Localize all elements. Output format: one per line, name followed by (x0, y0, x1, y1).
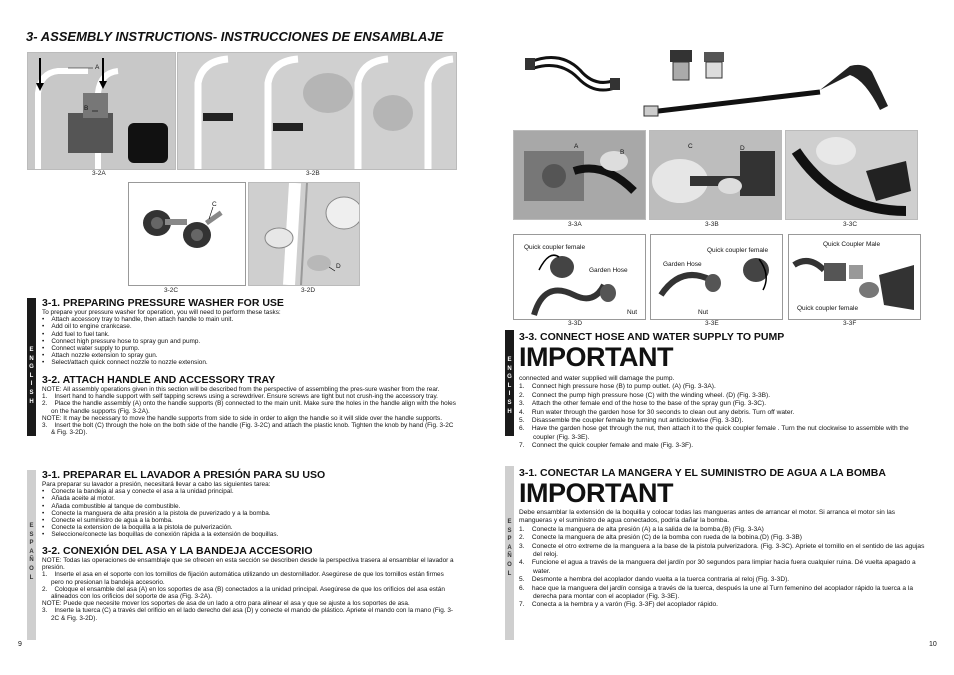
tab-letter: A (29, 548, 34, 555)
list-item: • Conecte el suministro de agua a la bomba. (42, 517, 173, 525)
tab-letter: S (29, 531, 34, 538)
tab-letter: E (29, 347, 34, 353)
tab-letter: H (507, 408, 512, 415)
list-item: 5. Disassemble the coupler female by turning nut anticlockwise (Fig. 3-3D). (519, 417, 744, 425)
en-s2-note2: NOTE: It may be necessary to move the handle supports from side to side in order to align the handle so it will slide over the handle supports. (42, 414, 442, 422)
tab-letter: A (507, 544, 512, 551)
tab-letter: Ñ (507, 553, 512, 560)
caption-3-2c: 3-2C (164, 287, 179, 294)
figure-3-2a-drawing (28, 53, 175, 169)
es-intro: Debe ensamblar la extensión de la boquilla y colocar todas las mangueras antes de arrancar el motor. Si arranca el motor sin las mangueras y el suministro de agua conectados, podría dañar la bomba. (519, 509, 896, 525)
figure-3-3c-drawing (786, 131, 917, 219)
list-item: • Select/attach quick connect nozzle to nozzle extension. (42, 359, 208, 367)
list-item: 3. Insert the bolt (C) through the hole on the both side of the handle (Fig. 3-2C) and attach the plastic knob. Tighten the knob by hand (Fig. 3-2C & Fig. 3-2D). (42, 422, 454, 437)
en-section-3-1-title: 3-1. PREPARING PRESSURE WASHER FOR USE (42, 297, 284, 309)
caption-3-3f: 3-3F (843, 320, 857, 327)
es-section-3-1-body (42, 481, 456, 539)
list-item: 7. Connect the quick coupler female and male (Fig. 3-3F). (519, 442, 694, 450)
list-item: 6. hace que la manguera del jardín consiga a través de la tuerca, después la une al Turn femenino del acoplador rápido la tuerca a la derecha para montar con el acoplador (Fig. 3-3E). (519, 584, 914, 601)
caption-3-3b: 3-3B (705, 221, 719, 228)
list-item: 4. Run water through the garden hose for 30 seconds to clean out any debris. Turn off water. (519, 408, 795, 416)
figure-3-2d-drawing (249, 183, 359, 285)
list-item: 2. Connect the pump high pressure hose (C) with the winding wheel. (D) (Fig. 3-3B). (519, 391, 771, 399)
list-item: • Attach accessory tray to handle, then attach handle to main unit. (42, 316, 234, 324)
list-item: 3. Inserte la tuerca (C) a través del orificio en el lado derecho del asa (D) y conecte el mando de plástico. Apriete el mando con la mano (Fig. 3-2C & Fig. 3-2D). (42, 607, 454, 622)
tab-letter: S (507, 527, 512, 534)
en-section-3-2-title: 3-2. ATTACH HANDLE AND ACCESSORY TRAY (42, 374, 276, 386)
caption-3-2d: 3-2D (301, 287, 316, 294)
tab-letter: I (30, 381, 33, 388)
tab-letter: E (507, 357, 512, 363)
side-tab-english-right (505, 330, 514, 436)
figure-3-3a (513, 130, 646, 220)
list-item: 7. Conecta a la hembra y a varón (Fig. 3-3F) del acoplador rápido. (519, 601, 719, 609)
important-heading-es: IMPORTANT (519, 478, 673, 508)
tab-letter: L (29, 372, 34, 379)
en-warning-line: connected and water supplied will damage the pump. (519, 375, 675, 382)
es-section-body (519, 509, 929, 610)
list-item: 3. Conecte el otro extreme de la manguera a la base de la pistola pulverizadora. (Fig. 3-3C). Apriete el tornillo en el sentido de las agujas del reloj. (519, 542, 925, 559)
label-a: A (95, 64, 100, 71)
label-a: A (574, 143, 579, 150)
side-tab-espanol-left (27, 470, 36, 640)
tab-letter: I (508, 391, 511, 398)
caption-3-3a: 3-3A (568, 221, 582, 228)
caption-3-2b: 3-2B (306, 170, 320, 177)
label-d: D (336, 263, 341, 270)
list-item: 1. Inserte el asa en el soporte con los tornillos de fijación automática utilizando un destornillador. Asegúrese de que los tornillos están firmes pero no presionan la bandeja accesorio. (42, 571, 444, 586)
figure-3-2b (177, 52, 457, 170)
label-d: D (740, 145, 745, 152)
es-section-3-2-body (42, 557, 456, 622)
label-c: C (688, 143, 693, 150)
en-section-3-3-title: 3-3. CONNECT HOSE AND WATER SUPPLY TO PUMP (519, 331, 785, 343)
es-s2-note: NOTE: Todas las operaciones de ensamblaje que se ofrecen en esta sección se describen desde la perspectiva trasera al ensamblar el lavador a presión. (42, 557, 454, 572)
list-item: • Conecte la extension de la boquilla a la pistola de pulverización. (42, 524, 233, 532)
side-tab-english-left (27, 298, 36, 436)
tab-letter: O (507, 561, 512, 568)
figure-3-3a-drawing (514, 131, 645, 219)
figure-3-3b-drawing (650, 131, 781, 219)
es-section-3-1-conectar-title: 3-1. CONECTAR LA MANGERA Y EL SUMINISTRO DE AGUA A LA BOMBA (519, 467, 886, 479)
caption-3-3e: 3-3E (705, 320, 719, 327)
page-number-right: 10 (929, 641, 937, 648)
list-item: 4. Funcione el agua a través de la manguera del jardín por 30 segundos para limpiar hacia fuera cualquier ruina. Dé vuelta apagado a water. (519, 559, 916, 575)
label-quick-coupler-female: Quick coupler female (524, 244, 586, 251)
tab-letter: L (507, 570, 512, 577)
en-section-3-1-body (42, 309, 456, 367)
list-item: • Añada aceite al motor. (42, 495, 115, 503)
page-title: 3- ASSEMBLY INSTRUCTIONS- INSTRUCCIONES DE ENSAMBLAJE (26, 29, 444, 44)
es-s2-note2: NOTE: Puede que necesite mover los soportes de asa de un lado a otro para alinear el asa y que se ajuste a los soportes de asa. (42, 600, 410, 608)
label-garden-hose: Garden Hose (589, 267, 628, 274)
label-nut: Nut (698, 309, 709, 316)
tab-letter: S (507, 399, 512, 406)
tab-letter: N (507, 365, 512, 372)
es-s1-intro: Para preparar su lavador a presión, necesitará llevar a cabo las siguientes tarea: (42, 481, 271, 488)
tab-letter: N (29, 355, 34, 362)
tab-letter: P (29, 540, 34, 547)
side-tab-espanol-right (505, 466, 514, 640)
list-item: • Seleccione/conecte las boquillas de conexión rápida a la extensión de boquillas. (42, 531, 279, 539)
figure-3-3e (650, 234, 783, 320)
list-item: 2. Place the handle assembly (A) onto the handle supports (B) connected to the main unit. Make sure the holes in the handle align with the holes on the handle supports (Fig. 3-2A). (42, 400, 456, 415)
list-item: • Add oil to engine crankcase. (42, 323, 132, 331)
list-item: • Connect water supply to pump. (42, 345, 140, 353)
en-section-3-3-body (519, 375, 929, 451)
caption-3-3c: 3-3C (843, 221, 858, 228)
es-section-3-1-title: 3-1. PREPARAR EL LAVADOR A PRESIÓN PARA SU USO (42, 469, 326, 481)
figure-3-3b (649, 130, 782, 220)
tab-letter: G (507, 374, 512, 381)
list-item: 1. Conecte la manguera de alta presión (A) a la salida de la bomba.(B) (Fig. 3-3A) (519, 525, 764, 533)
label-quick-coupler-female: Quick coupler female (707, 247, 769, 254)
important-heading-en: IMPORTANT (519, 342, 673, 372)
figure-3-2c (128, 182, 246, 286)
page-number-left: 9 (18, 641, 22, 648)
list-item: • Conecte la manguera de alta presión a la pistola de puverizado y a la bomba. (42, 509, 271, 517)
label-c: C (212, 201, 217, 208)
tab-letter: L (507, 382, 512, 389)
es-section-3-2-title: 3-2. CONEXIÓN DEL ASA Y LA BANDEJA ACCESORIO (42, 545, 313, 557)
list-item: 2. Coloque el ensamble del asa (A) en los soportes de asa (B) conectados a la unidad principal. Asegúrese de que los orificios del asa están alineados con los orificios del soporte de asa (Fig. 3-2A). (42, 585, 445, 601)
tab-letter: H (29, 398, 34, 405)
label-b: B (84, 105, 89, 112)
tab-letter: S (29, 389, 34, 396)
label-nut: Nut (627, 309, 638, 316)
figure-3-3d (513, 234, 646, 320)
tab-letter: L (29, 574, 34, 581)
figure-3-2d (248, 182, 360, 286)
figure-3-3f (788, 234, 921, 320)
list-item: • Conecte la bandeja al asa y conecte el asa a la unidad principal. (42, 488, 234, 496)
label-quick-coupler-male: Quick Coupler Male (823, 241, 881, 248)
label-garden-hose: Garden Hose (663, 261, 702, 268)
list-item: 5. Desmonte a hembra del acoplador dando vuelta a la tuerca contraria al reloj (Fig. 3-3D). (519, 576, 790, 584)
list-item: 3. Attach the other female end of the hose to the base of the spray gun (Fig. 3-3C). (519, 400, 767, 408)
parts-illustration (520, 40, 900, 125)
en-section-3-2-body (42, 386, 456, 436)
list-item: 1. Insert hand to handle support with self tapping screws using a screwdriver. Ensure screws are tight but not crush-ing the accessory tray. (42, 393, 438, 401)
label-b: B (620, 149, 625, 156)
list-item: • Attach nozzle extension to spray gun. (42, 352, 158, 360)
label-quick-coupler-female: Quick coupler female (797, 305, 859, 312)
tab-letter: E (29, 523, 34, 529)
figure-3-3c (785, 130, 918, 220)
figure-3-2c-drawing (129, 183, 245, 285)
tab-letter: O (29, 565, 34, 572)
list-item: 1. Connect high pressure hose (B) to pump outlet. (A) (Fig. 3-3A). (519, 383, 716, 391)
figure-3-2a (27, 52, 176, 170)
list-item: • Add fuel to fuel tank. (42, 330, 110, 338)
list-item: • Añada combustible al tanque de combustible. (42, 502, 181, 510)
figure-3-2b-drawing (178, 53, 456, 169)
list-item: 2. Conecte la manguera de alta presión (C) de la bomba con rueda de la bobina.(D) (Fig. 3-3B) (519, 534, 802, 542)
tab-letter: Ñ (29, 557, 34, 564)
tab-letter: P (507, 536, 512, 543)
tab-letter: G (29, 364, 34, 371)
tab-letter: E (507, 519, 512, 525)
en-s1-intro: To prepare your pressure washer for operation, you will need to perform these tasks: (42, 309, 281, 316)
list-item: • Connect high pressure hose to spray gun and pump. (42, 337, 201, 345)
caption-3-3d: 3-3D (568, 320, 583, 327)
en-s2-note: NOTE: All assembly operations given in this section will be described from the perspective of assembling the pres-sure washer from the rear. (42, 386, 440, 393)
list-item: 6. Have the garden hose get through the nut, then attach it to the quick coupler female . Turn the nut clockwise to assemble with the coupler (Fig. 3-3E). (519, 425, 909, 441)
caption-3-2a: 3-2A (92, 170, 106, 177)
